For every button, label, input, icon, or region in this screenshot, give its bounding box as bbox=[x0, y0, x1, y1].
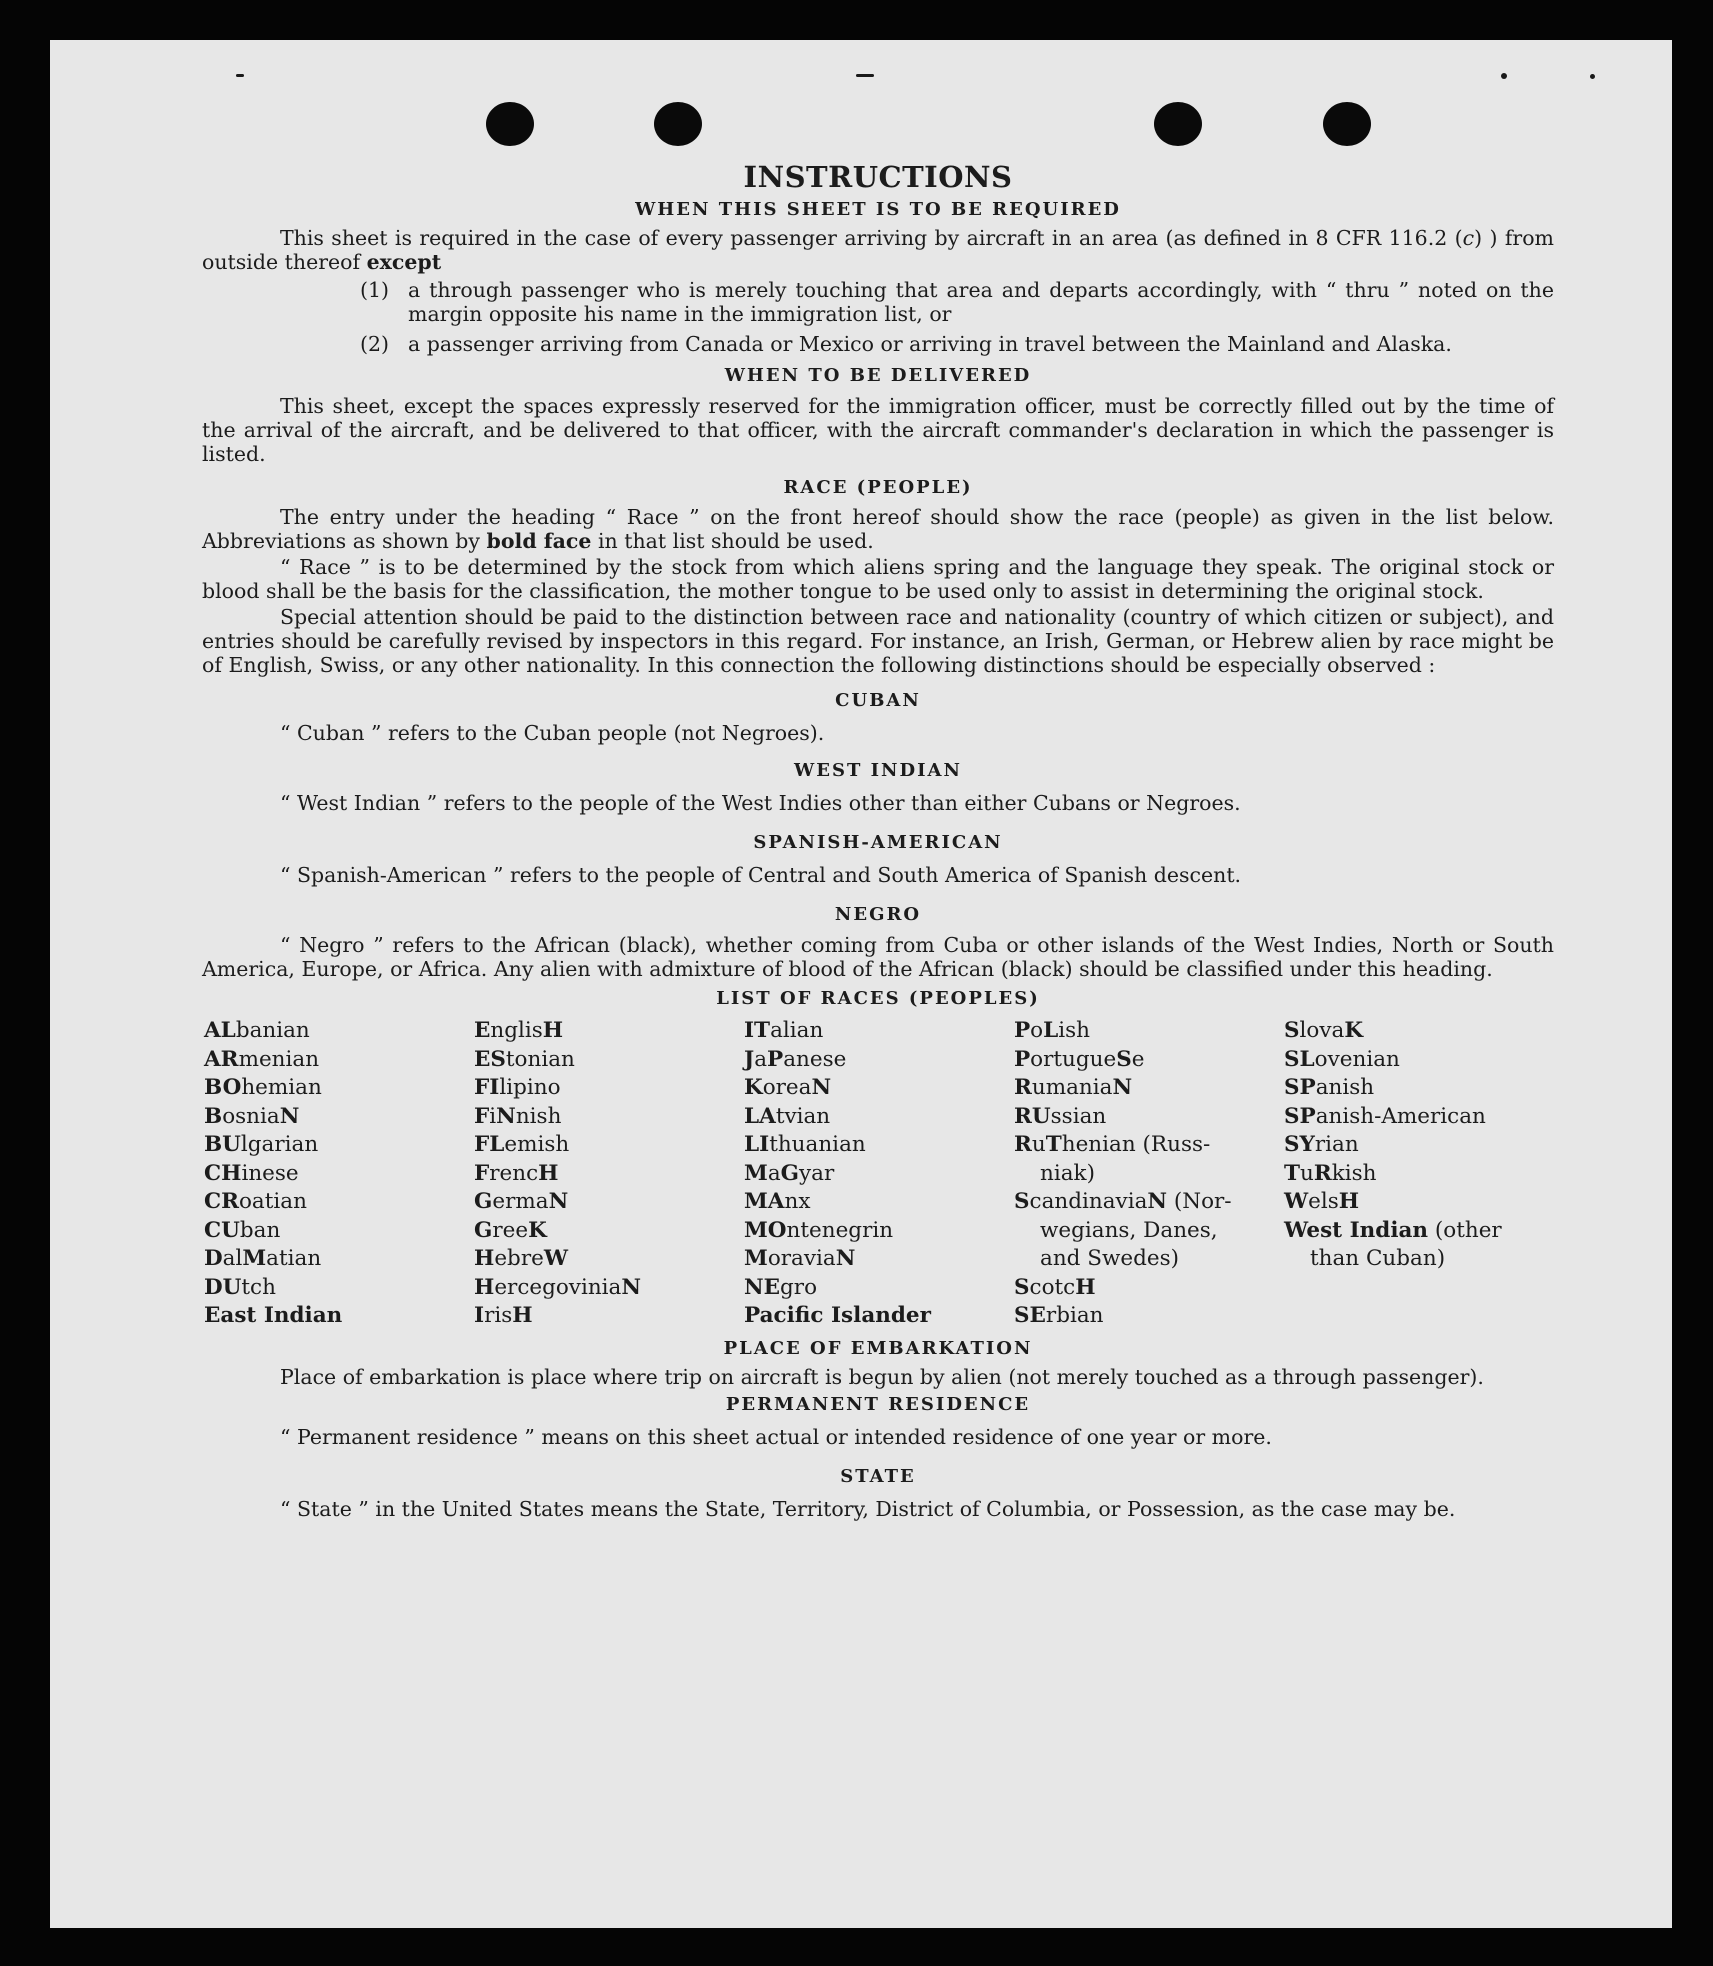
specks-decoration bbox=[236, 74, 244, 77]
race-list bbox=[204, 1017, 1554, 1331]
section-heading-spanish-american: SPANISH-AMERICAN bbox=[753, 832, 1003, 853]
section-heading-west-indian: WEST INDIAN bbox=[794, 760, 962, 781]
exception-item: (2) a passenger arriving from Canada or Mexico or arriving in travel between the Mainland and Alaska. bbox=[360, 332, 1452, 356]
page-title: INSTRUCTIONS bbox=[743, 160, 1013, 194]
section-heading-permanent-residence: PERMANENT RESIDENCE bbox=[725, 1393, 1031, 1415]
race-entry: East Indian bbox=[204, 1303, 343, 1328]
place-of-embarkation-text: Place of embarkation is place where trip on aircraft is begun by alien (not merely touched as a through passenger). bbox=[280, 1364, 1484, 1389]
race-entry: SYrian bbox=[1284, 1132, 1359, 1157]
race-entry: JaPanese bbox=[744, 1046, 847, 1072]
exception-item: (1) a through passenger who is merely touching that area and departs accordingly, with “ thru ” noted on the margin opposite his name in the immigration list, or bbox=[360, 278, 1554, 326]
section-heading-place-of-embarkation: PLACE OF EMBARKATION bbox=[723, 1337, 1033, 1359]
race-entry: ScandinaviaN (Nor- bbox=[1014, 1189, 1232, 1214]
race-entry: MOntenegrin bbox=[744, 1217, 894, 1243]
race-entry: HercegoviniaN bbox=[474, 1274, 642, 1300]
section-heading-when-delivered: WHEN TO BE DELIVERED bbox=[724, 365, 1032, 386]
punch-hole bbox=[1154, 102, 1202, 146]
race-entry: wegians, Danes, bbox=[1040, 1217, 1218, 1243]
when-required-text: This sheet is required in the case of every passenger arriving by aircraft in an area (as defined in 8 CFR 116.2 (c) ) from outside thereof except bbox=[202, 226, 1554, 274]
race-entry: SlovaK bbox=[1284, 1018, 1364, 1043]
race-entry: GermaN bbox=[474, 1189, 569, 1214]
race-column bbox=[204, 1017, 474, 1331]
race-paragraph: “ Race ” is to be determined by the stock from which aliens spring and the language they speak. The original stock or blood shall be the basis for the classification, the mother tongue to be used only to assist in determining the original stock. bbox=[202, 555, 1554, 603]
race-entry: Pacific Islander bbox=[744, 1303, 931, 1328]
race-entry: DUtch bbox=[204, 1274, 276, 1300]
race-entry: MaGyar bbox=[744, 1160, 835, 1186]
negro-text: “ Negro ” refers to the African (black), whether coming from Cuba or other islands of the West Indies, North or South America, Europe, or Africa. Any alien with admixture of blood of the African (black) should be classified under this heading. bbox=[202, 933, 1554, 981]
spanish-american-text: “ Spanish-American ” refers to the people of Central and South America of Spanish descent. bbox=[280, 863, 1242, 887]
specks-decoration bbox=[1590, 74, 1595, 79]
punch-hole bbox=[654, 102, 702, 146]
race-entry: EStonian bbox=[474, 1046, 575, 1072]
race-entry: TuRkish bbox=[1284, 1160, 1377, 1186]
race-entry: NEgro bbox=[744, 1274, 818, 1300]
race-entry: MoraviaN bbox=[744, 1246, 856, 1271]
permanent-residence-text: “ Permanent residence ” means on this sheet actual or intended residence of one year or more. bbox=[280, 1424, 1272, 1449]
west-indian-text: “ West Indian ” refers to the people of the West Indies other than either Cubans or Negroes. bbox=[280, 791, 1241, 815]
specks-decoration bbox=[1501, 73, 1507, 79]
race-entry: and Swedes) bbox=[1040, 1246, 1180, 1271]
race-entry: FiNnish bbox=[474, 1103, 562, 1129]
state-text: “ State ” in the United States means the State, Territory, District of Columbia, or Possession, as the case may be. bbox=[280, 1496, 1456, 1521]
race-entry: ARmenian bbox=[204, 1046, 320, 1072]
race-entry: CHinese bbox=[204, 1160, 299, 1186]
race-entry: PortugueSe bbox=[1014, 1046, 1145, 1072]
race-paragraph: Special attention should be paid to the distinction between race and nationality (country of which citizen or subject), and entries should be carefully revised by inspectors in this regard. For instance, an Irish, German, or Hebrew alien by race might be of English, Swiss, or any other nationality. In this connection the following distinctions should be especially observed : bbox=[202, 605, 1554, 677]
race-entry: SPanish-American bbox=[1284, 1103, 1486, 1129]
race-paragraph: The entry under the heading “ Race ” on the front hereof should show the race (people) as given in the list below. Abbreviations as shown by bold face in that list should be used. bbox=[202, 505, 1554, 553]
race-entry: RUssian bbox=[1014, 1103, 1107, 1129]
section-heading-when-required: WHEN THIS SHEET IS TO BE REQUIRED bbox=[635, 199, 1121, 220]
race-entry: FIlipino bbox=[474, 1075, 561, 1100]
race-column bbox=[474, 1017, 744, 1331]
section-heading-list-of-races: LIST OF RACES (PEOPLES) bbox=[716, 988, 1040, 1009]
race-column bbox=[1284, 1017, 1514, 1331]
section-heading-cuban: CUBAN bbox=[835, 690, 921, 711]
race-entry: KoreaN bbox=[744, 1075, 832, 1100]
document-sheet bbox=[50, 40, 1672, 1928]
race-entry: BOhemian bbox=[204, 1075, 322, 1100]
race-entry: LIthuanian bbox=[744, 1132, 866, 1157]
specks-decoration bbox=[856, 74, 874, 77]
race-entry: FrencH bbox=[474, 1160, 559, 1186]
section-heading-race: RACE (PEOPLE) bbox=[783, 477, 973, 498]
race-entry: ALbanian bbox=[204, 1018, 310, 1043]
race-column bbox=[744, 1017, 1014, 1331]
race-entry: RumaniaN bbox=[1014, 1075, 1133, 1100]
race-entry: ITalian bbox=[744, 1018, 824, 1043]
section-heading-negro: NEGRO bbox=[834, 904, 922, 925]
race-entry: EnglisH bbox=[474, 1018, 564, 1043]
race-entry: FLemish bbox=[474, 1132, 570, 1157]
race-entry: BosniaN bbox=[204, 1103, 300, 1129]
race-entry: MAnx bbox=[744, 1189, 811, 1214]
instructions-content bbox=[202, 160, 1554, 1521]
race-entry: IrisH bbox=[474, 1303, 533, 1328]
race-entry: CRoatian bbox=[204, 1189, 307, 1214]
race-entry: RuThenian (Russ- bbox=[1014, 1132, 1211, 1157]
section-heading-state: STATE bbox=[840, 1465, 916, 1487]
race-entry: PoLish bbox=[1014, 1018, 1091, 1043]
race-entry: SErbian bbox=[1014, 1303, 1104, 1328]
race-entry: than Cuban) bbox=[1310, 1246, 1446, 1271]
punch-hole bbox=[1323, 102, 1371, 146]
race-entry: SPanish bbox=[1284, 1075, 1375, 1100]
race-entry: LAtvian bbox=[744, 1103, 831, 1129]
race-entry: GreeK bbox=[474, 1217, 547, 1243]
race-entry: niak) bbox=[1040, 1160, 1095, 1186]
when-delivered-text: This sheet, except the spaces expressly reserved for the immigration officer, must be correctly filled out by the time of the arrival of the aircraft, and be delivered to that officer, with the aircraft commander's declaration in which the passenger is listed. bbox=[202, 394, 1554, 466]
race-entry: West Indian (other bbox=[1284, 1217, 1502, 1243]
punch-hole bbox=[486, 102, 534, 146]
race-entry: CUban bbox=[204, 1217, 281, 1243]
cuban-text: “ Cuban ” refers to the Cuban people (not Negroes). bbox=[280, 721, 825, 745]
race-column bbox=[1014, 1017, 1284, 1331]
race-entry: DalMatian bbox=[204, 1246, 322, 1271]
race-entry: WelsH bbox=[1284, 1189, 1360, 1214]
race-entry: BUlgarian bbox=[204, 1132, 319, 1157]
race-entry: SLovenian bbox=[1284, 1046, 1400, 1072]
race-entry: ScotcH bbox=[1014, 1274, 1096, 1300]
race-entry: HebreW bbox=[474, 1246, 568, 1271]
